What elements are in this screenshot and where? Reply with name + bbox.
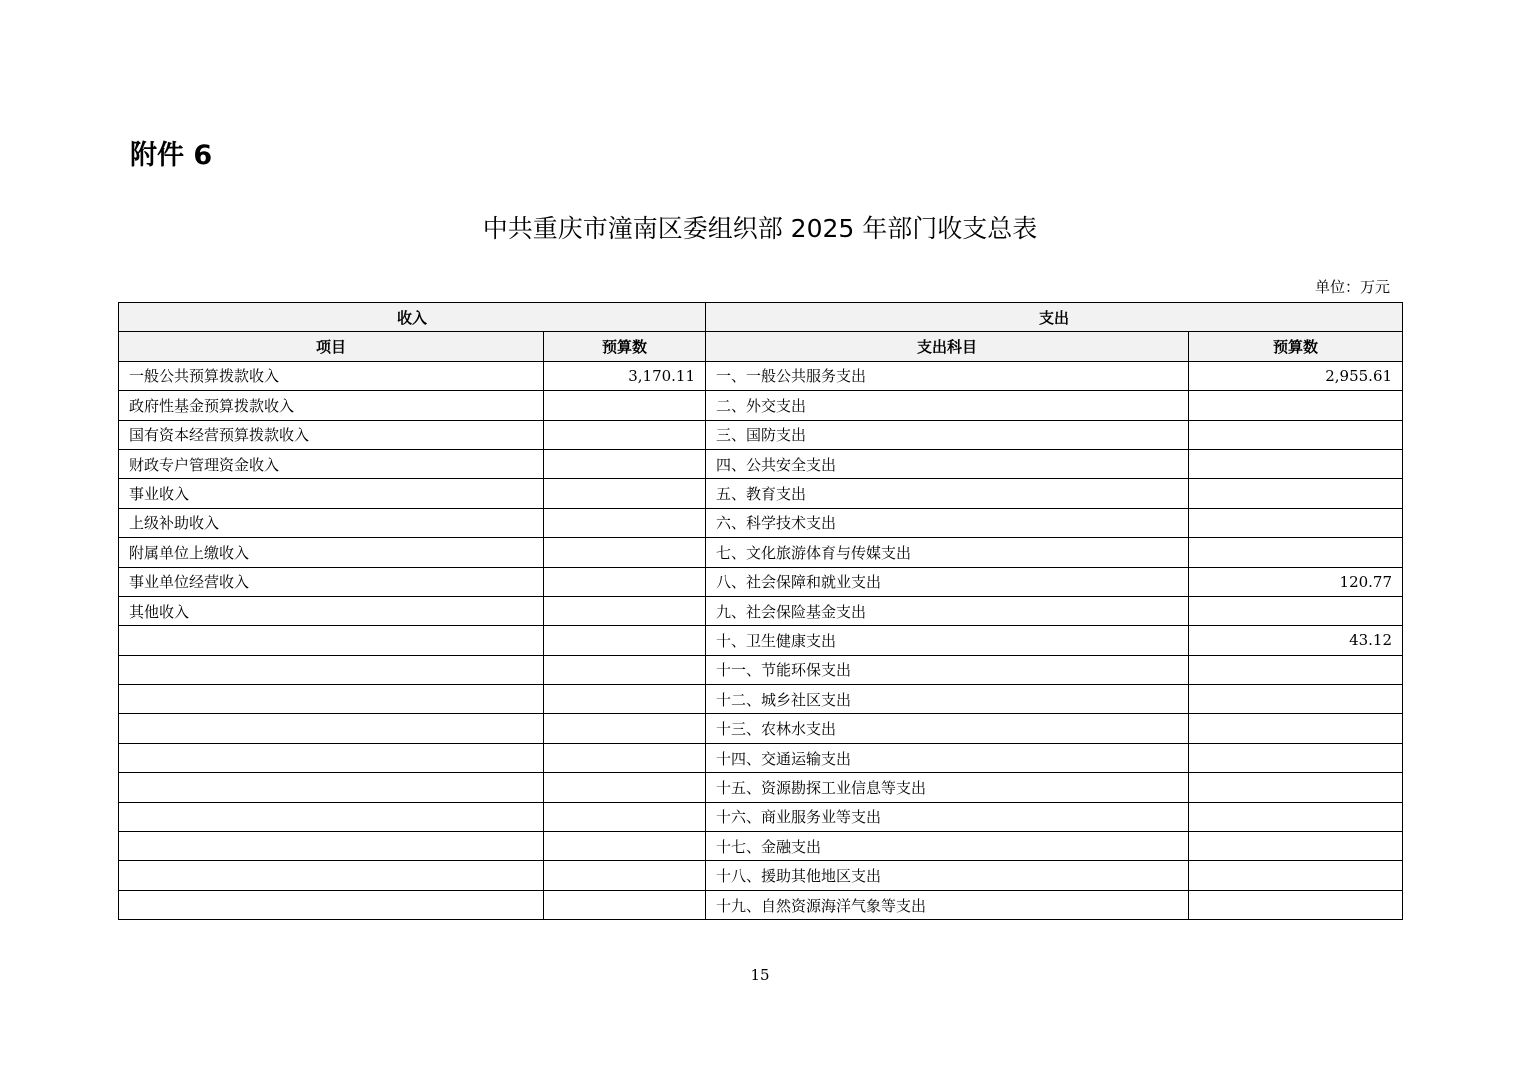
table-row <box>119 685 1403 714</box>
page-number: 15 <box>750 966 770 984</box>
income-value-cell <box>544 861 706 890</box>
expense-value-cell: 2,955.61 <box>1189 361 1403 390</box>
income-item-cell <box>119 655 544 684</box>
income-value-cell <box>544 449 706 478</box>
expense-value-cell <box>1189 420 1403 449</box>
expense-item-cell: 三、国防支出 <box>706 420 1189 449</box>
expense-value-cell <box>1189 655 1403 684</box>
expense-value-cell <box>1189 861 1403 890</box>
income-value-cell <box>544 596 706 625</box>
expense-item-cell: 四、公共安全支出 <box>706 449 1189 478</box>
expense-value-cell <box>1189 449 1403 478</box>
income-value-cell <box>544 773 706 802</box>
income-value-cell <box>544 391 706 420</box>
header-row-columns <box>119 332 1403 361</box>
income-value-cell <box>544 508 706 537</box>
expense-item-cell: 六、科学技术支出 <box>706 508 1189 537</box>
table-row <box>119 508 1403 537</box>
income-value-cell <box>544 743 706 772</box>
income-value-cell <box>544 685 706 714</box>
income-item-cell: 事业单位经营收入 <box>119 567 544 596</box>
expense-value-cell <box>1189 832 1403 861</box>
income-item-cell: 上级补助收入 <box>119 508 544 537</box>
expense-item-cell: 五、教育支出 <box>706 479 1189 508</box>
table-row <box>119 714 1403 743</box>
income-item-cell <box>119 626 544 655</box>
table-row <box>119 861 1403 890</box>
page-title: 中共重庆市潼南区委组织部 2025 年部门收支总表 <box>482 214 1038 243</box>
table-row <box>119 538 1403 567</box>
expense-item-cell: 八、社会保障和就业支出 <box>706 567 1189 596</box>
expense-item-cell: 十九、自然资源海洋气象等支出 <box>706 890 1189 919</box>
income-value-cell: 3,170.11 <box>544 361 706 390</box>
income-item-cell: 政府性基金预算拨款收入 <box>119 391 544 420</box>
expense-value-cell <box>1189 743 1403 772</box>
expense-item-cell: 二、外交支出 <box>706 391 1189 420</box>
income-value-cell <box>544 567 706 596</box>
expense-item-cell: 十七、金融支出 <box>706 832 1189 861</box>
expense-value-cell <box>1189 538 1403 567</box>
expense-value-cell <box>1189 391 1403 420</box>
unit-label: 单位：万元 <box>1314 278 1390 296</box>
expense-value-cell <box>1189 714 1403 743</box>
table-row <box>119 626 1403 655</box>
income-item-cell <box>119 773 544 802</box>
income-item-cell: 财政专户管理资金收入 <box>119 449 544 478</box>
expense-value-cell: 43.12 <box>1189 626 1403 655</box>
table-row <box>119 449 1403 478</box>
table-row <box>119 773 1403 802</box>
table-row <box>119 596 1403 625</box>
income-item-cell <box>119 685 544 714</box>
table-row <box>119 802 1403 831</box>
income-item-cell <box>119 861 544 890</box>
expense-value-cell <box>1189 479 1403 508</box>
table-row <box>119 420 1403 449</box>
income-value-cell <box>544 479 706 508</box>
income-value-cell <box>544 626 706 655</box>
income-value-cell <box>544 802 706 831</box>
table-row <box>119 655 1403 684</box>
income-value-cell <box>544 538 706 567</box>
income-item-cell <box>119 743 544 772</box>
table-row <box>119 361 1403 390</box>
income-item-cell <box>119 832 544 861</box>
income-item-cell: 一般公共预算拨款收入 <box>119 361 544 390</box>
expense-value-cell <box>1189 596 1403 625</box>
table-row <box>119 832 1403 861</box>
income-item-cell <box>119 714 544 743</box>
income-value-cell <box>544 832 706 861</box>
expense-item-cell: 十一、节能环保支出 <box>706 655 1189 684</box>
expense-value-cell <box>1189 890 1403 919</box>
income-item-cell: 附属单位上缴收入 <box>119 538 544 567</box>
expense-budget-header: 预算数 <box>1189 332 1403 361</box>
income-item-cell <box>119 802 544 831</box>
table-row <box>119 567 1403 596</box>
table-row <box>119 890 1403 919</box>
expense-item-cell: 十五、资源勘探工业信息等支出 <box>706 773 1189 802</box>
table-body <box>119 361 1403 919</box>
income-header: 收入 <box>119 303 706 332</box>
income-item-cell <box>119 890 544 919</box>
income-item-cell: 其他收入 <box>119 596 544 625</box>
table-row <box>119 743 1403 772</box>
income-value-cell <box>544 890 706 919</box>
table-row <box>119 391 1403 420</box>
expense-item-cell: 一、一般公共服务支出 <box>706 361 1189 390</box>
income-item-cell: 国有资本经营预算拨款收入 <box>119 420 544 449</box>
expense-value-cell <box>1189 508 1403 537</box>
budget-table <box>118 302 1403 920</box>
expense-value-cell: 120.77 <box>1189 567 1403 596</box>
income-value-cell <box>544 420 706 449</box>
table-row <box>119 479 1403 508</box>
expense-item-cell: 十二、城乡社区支出 <box>706 685 1189 714</box>
expense-value-cell <box>1189 773 1403 802</box>
expense-item-header: 支出科目 <box>706 332 1189 361</box>
income-value-cell <box>544 655 706 684</box>
expense-item-cell: 十八、援助其他地区支出 <box>706 861 1189 890</box>
expense-value-cell <box>1189 685 1403 714</box>
expense-item-cell: 十、卫生健康支出 <box>706 626 1189 655</box>
expense-item-cell: 十四、交通运输支出 <box>706 743 1189 772</box>
expense-item-cell: 九、社会保险基金支出 <box>706 596 1189 625</box>
expense-item-cell: 十三、农林水支出 <box>706 714 1189 743</box>
attachment-label: 附件 6 <box>130 140 213 171</box>
expense-value-cell <box>1189 802 1403 831</box>
income-value-cell <box>544 714 706 743</box>
income-budget-header: 预算数 <box>544 332 706 361</box>
expense-item-cell: 十六、商业服务业等支出 <box>706 802 1189 831</box>
header-row-group <box>119 303 1403 332</box>
income-item-cell: 事业收入 <box>119 479 544 508</box>
expense-header: 支出 <box>706 303 1403 332</box>
income-item-header: 项目 <box>119 332 544 361</box>
expense-item-cell: 七、文化旅游体育与传媒支出 <box>706 538 1189 567</box>
